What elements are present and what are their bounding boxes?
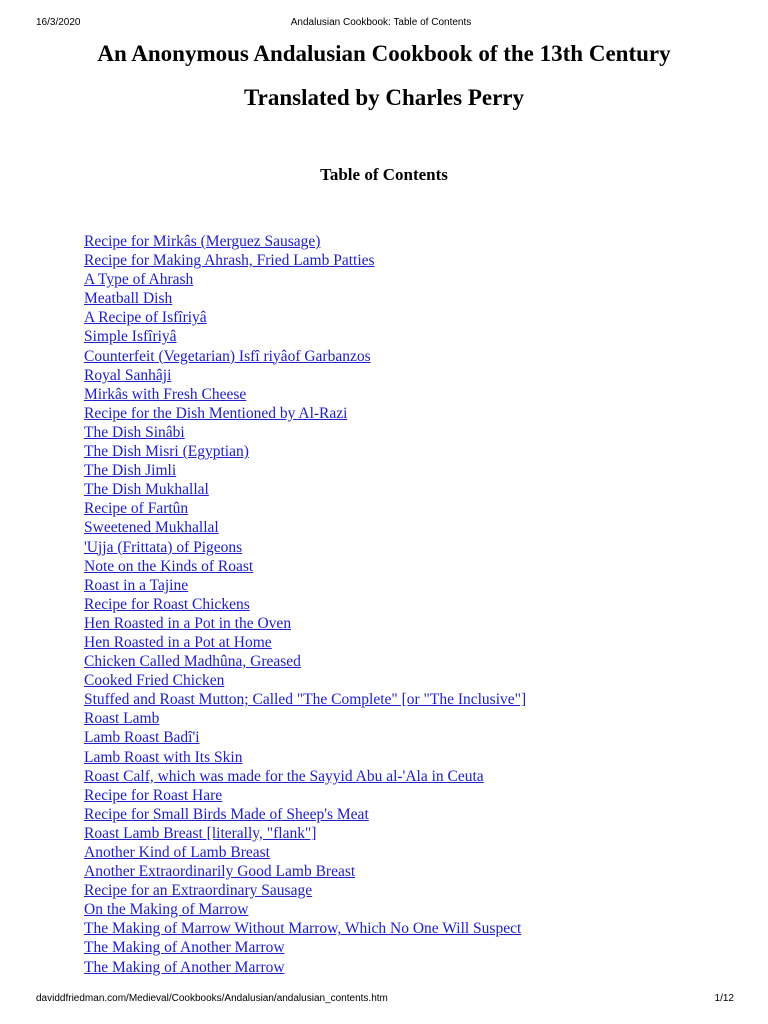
toc-item <box>84 461 526 480</box>
toc-link[interactable]: Meatball Dish <box>84 290 173 308</box>
toc-item <box>84 767 526 786</box>
toc-item <box>84 958 526 977</box>
document-subtitle: Translated by Charles Perry <box>243 85 524 110</box>
toc-link[interactable]: Recipe for Small Birds Made of Sheep's Meat <box>84 805 369 823</box>
toc-link[interactable]: Note on the Kinds of Roast <box>84 557 254 575</box>
document-title: An Anonymous Andalusian Cookbook of the 13th Century <box>97 41 671 66</box>
toc-item <box>84 919 526 938</box>
toc-link[interactable]: Recipe for an Extraordinary Sausage <box>84 882 313 900</box>
toc-link[interactable]: Recipe for Roast Chickens <box>84 595 250 613</box>
toc-item <box>84 881 526 900</box>
toc-item <box>84 843 526 862</box>
toc-item <box>84 671 526 690</box>
toc-link[interactable]: The Dish Misri (Egyptian) <box>84 443 249 461</box>
toc-item <box>84 576 526 595</box>
toc-link[interactable]: Stuffed and Roast Mutton; Called "The Complete" [or "The Inclusive"] <box>84 691 527 709</box>
toc-link[interactable]: 'Ujja (Frittata) of Pigeons <box>84 538 243 556</box>
toc-item <box>84 557 526 576</box>
toc-link[interactable]: The Making of Marrow Without Marrow, Which No One Will Suspect <box>84 920 522 938</box>
print-header <box>28 16 734 30</box>
toc-link[interactable]: A Recipe of Isfîriyâ <box>84 309 207 327</box>
toc-item <box>84 404 526 423</box>
toc-item <box>84 538 526 557</box>
toc-item <box>84 442 526 461</box>
toc-link[interactable]: Recipe for Roast Hare <box>84 786 223 804</box>
toc-item <box>84 900 526 919</box>
toc-link[interactable]: Counterfeit (Vegetarian) Isfî riyâof Garbanzos <box>84 347 371 365</box>
toc-item <box>84 308 526 327</box>
toc-item <box>84 327 526 346</box>
toc-item <box>84 251 526 270</box>
toc-item <box>84 232 526 251</box>
toc-item <box>84 690 526 709</box>
toc-item <box>84 480 526 499</box>
toc-link[interactable]: The Dish Mukhallal <box>84 481 209 499</box>
toc-item <box>84 289 526 308</box>
toc-link[interactable]: The Dish Jimli <box>84 462 177 480</box>
toc-item <box>84 709 526 728</box>
toc-link[interactable]: Hen Roasted in a Pot at Home <box>84 633 272 651</box>
toc-link[interactable]: Hen Roasted in a Pot in the Oven <box>84 614 292 632</box>
toc-item <box>84 786 526 805</box>
toc-link[interactable]: Recipe for Making Ahrash, Fried Lamb Patties <box>84 252 375 270</box>
toc-link[interactable]: Cooked Fried Chicken <box>84 672 225 690</box>
print-url: daviddfriedman.com/Medieval/Cookbooks/Andalusian/andalusian_contents.htm <box>36 993 388 1004</box>
toc-link[interactable]: The Dish Sinâbi <box>84 423 185 441</box>
toc-link[interactable]: The Making of Another Marrow <box>84 939 285 957</box>
toc-item <box>84 728 526 747</box>
toc-item <box>84 595 526 614</box>
toc-item <box>84 805 526 824</box>
toc-link[interactable]: Recipe of Fartûn <box>84 500 189 518</box>
toc-link[interactable]: On the Making of Marrow <box>84 901 249 919</box>
toc-heading: Table of Contents <box>320 165 448 184</box>
toc-item <box>84 385 526 404</box>
toc-item <box>84 938 526 957</box>
toc-item <box>84 270 526 289</box>
toc-link[interactable]: Recipe for the Dish Mentioned by Al-Razi <box>84 404 348 422</box>
toc-link[interactable]: Roast Calf, which was made for the Sayyid Abu al-'Ala in Ceuta <box>84 767 484 785</box>
toc-item <box>84 518 526 537</box>
print-page-number: 1/12 <box>714 993 734 1004</box>
toc-link[interactable]: Simple Isfîriyâ <box>84 328 177 346</box>
toc-link[interactable]: Lamb Roast with Its Skin <box>84 748 243 766</box>
toc-link[interactable]: Another Kind of Lamb Breast <box>84 844 270 861</box>
toc-item <box>84 633 526 652</box>
toc-link[interactable]: Recipe for Mirkâs (Merguez Sausage) <box>84 233 321 250</box>
toc-item <box>84 499 526 518</box>
toc-link[interactable]: Lamb Roast Badî'i <box>84 729 200 747</box>
toc-link[interactable]: Another Extraordinarily Good Lamb Breast <box>84 863 356 881</box>
toc-item <box>84 347 526 366</box>
toc-link[interactable]: A Type of Ahrash <box>84 271 194 289</box>
table-of-contents <box>84 232 526 977</box>
toc-item <box>84 862 526 881</box>
toc-link[interactable]: Royal Sanhâji <box>84 366 172 384</box>
toc-item <box>84 748 526 767</box>
toc-item <box>84 652 526 671</box>
print-footer <box>36 992 734 1006</box>
toc-item <box>84 614 526 633</box>
toc-item <box>84 366 526 385</box>
toc-item <box>84 423 526 442</box>
print-page-title: Andalusian Cookbook: Table of Contents <box>290 17 472 28</box>
toc-link[interactable]: Roast Lamb Breast [literally, "flank"] <box>84 824 317 842</box>
toc-link[interactable]: Sweetened Mukhallal <box>84 519 219 537</box>
toc-link[interactable]: The Making of Another Marrow <box>84 958 285 976</box>
toc-link[interactable]: Chicken Called Madhûna, Greased <box>84 653 301 671</box>
toc-link[interactable]: Roast Lamb <box>84 710 160 728</box>
toc-item <box>84 824 526 843</box>
print-date: 16/3/2020 <box>36 17 81 28</box>
toc-link[interactable]: Mirkâs with Fresh Cheese <box>84 385 247 403</box>
toc-link[interactable]: Roast in a Tajine <box>84 576 189 594</box>
